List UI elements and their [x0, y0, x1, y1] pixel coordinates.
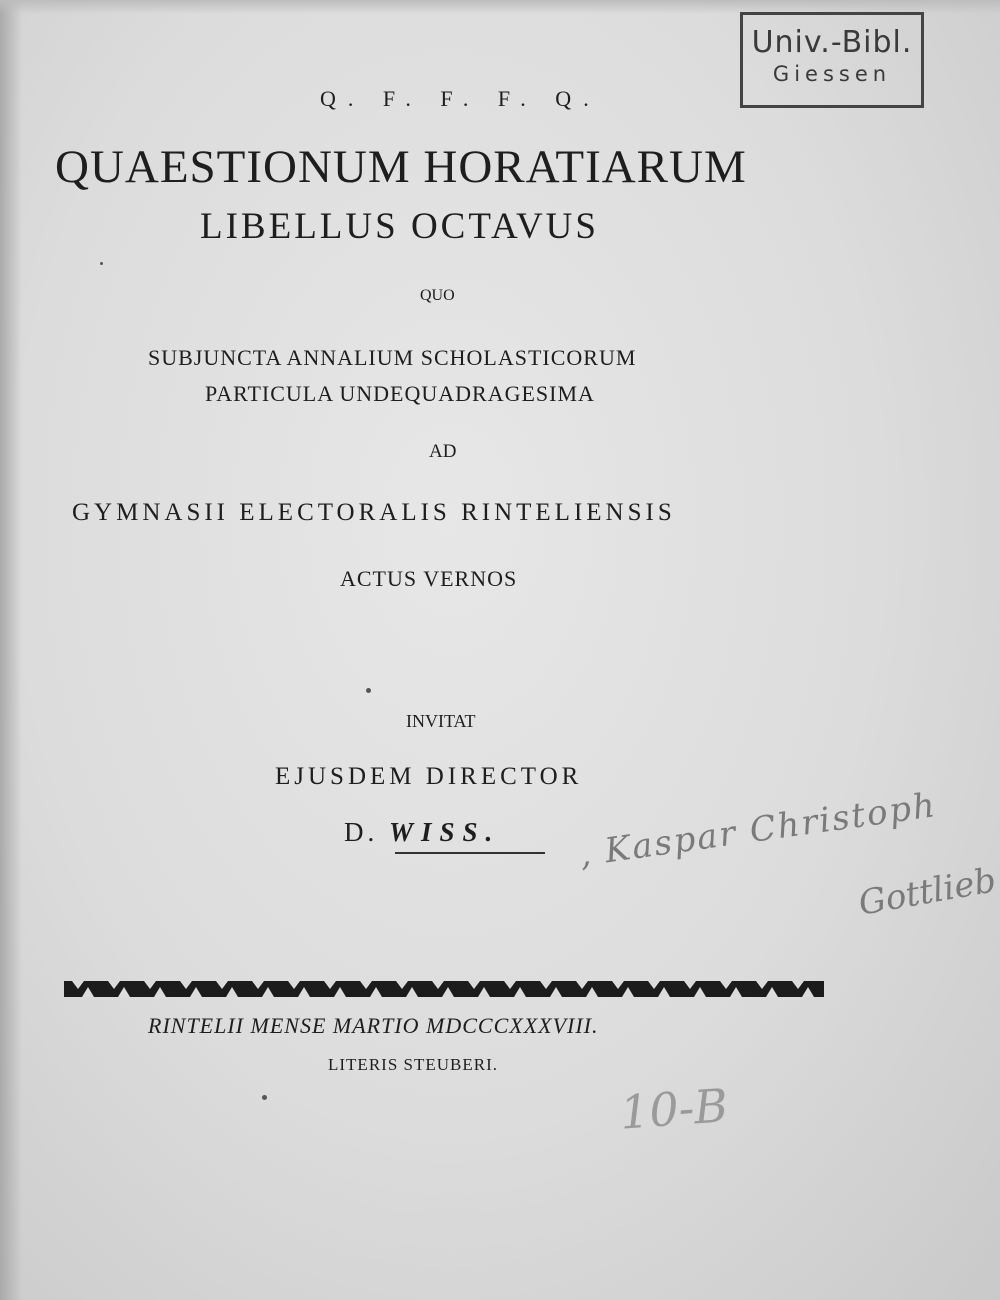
handwritten-shelfmark: 10-B [618, 1078, 730, 1140]
quo-text: QUO [420, 287, 455, 304]
invitat-text: INVITAT [406, 711, 476, 731]
handwritten-names-line-1: , Kaspar Christoph [576, 785, 940, 875]
library-stamp [740, 12, 924, 108]
ornamental-rule [64, 981, 824, 997]
handwritten-names-line-2: Gottlieb [855, 860, 1000, 924]
speck [100, 262, 103, 265]
main-title-line-2: LIBELLUS OCTAVUS [200, 206, 599, 247]
sigla-header: Q. F. F. F. Q. [320, 86, 601, 111]
main-title-line-1: QUAESTIONUM HORATIARUM [55, 141, 747, 193]
imprint-printer: LITERIS STEUBERI. [328, 1055, 498, 1074]
author-initial: D. [344, 817, 379, 847]
subtitle-line-2: PARTICULA UNDEQUADRAGESIMA [205, 381, 595, 406]
speck [262, 1095, 267, 1100]
stamp-line-1: Univ.-Bibl. [751, 25, 913, 60]
author-name: WISS. [389, 817, 501, 847]
speck [366, 688, 371, 693]
ad-text: AD [429, 441, 457, 462]
page-edge-shadow [0, 0, 22, 1300]
imprint-place-date: RINTELII MENSE MARTIO MDCCCXXXVIII. [148, 1013, 599, 1038]
author-line [344, 817, 500, 848]
gymnasium-line: GYMNASII ELECTORALIS RINTELIENSIS [72, 499, 676, 526]
subtitle-line-1: SUBJUNCTA ANNALIUM SCHOLASTICORUM [148, 345, 637, 370]
stamp-line-2: Giessen [772, 62, 892, 86]
director-line: EJUSDEM DIRECTOR [275, 763, 583, 790]
actus-line: ACTUS VERNOS [340, 566, 518, 591]
author-underline [395, 852, 545, 854]
